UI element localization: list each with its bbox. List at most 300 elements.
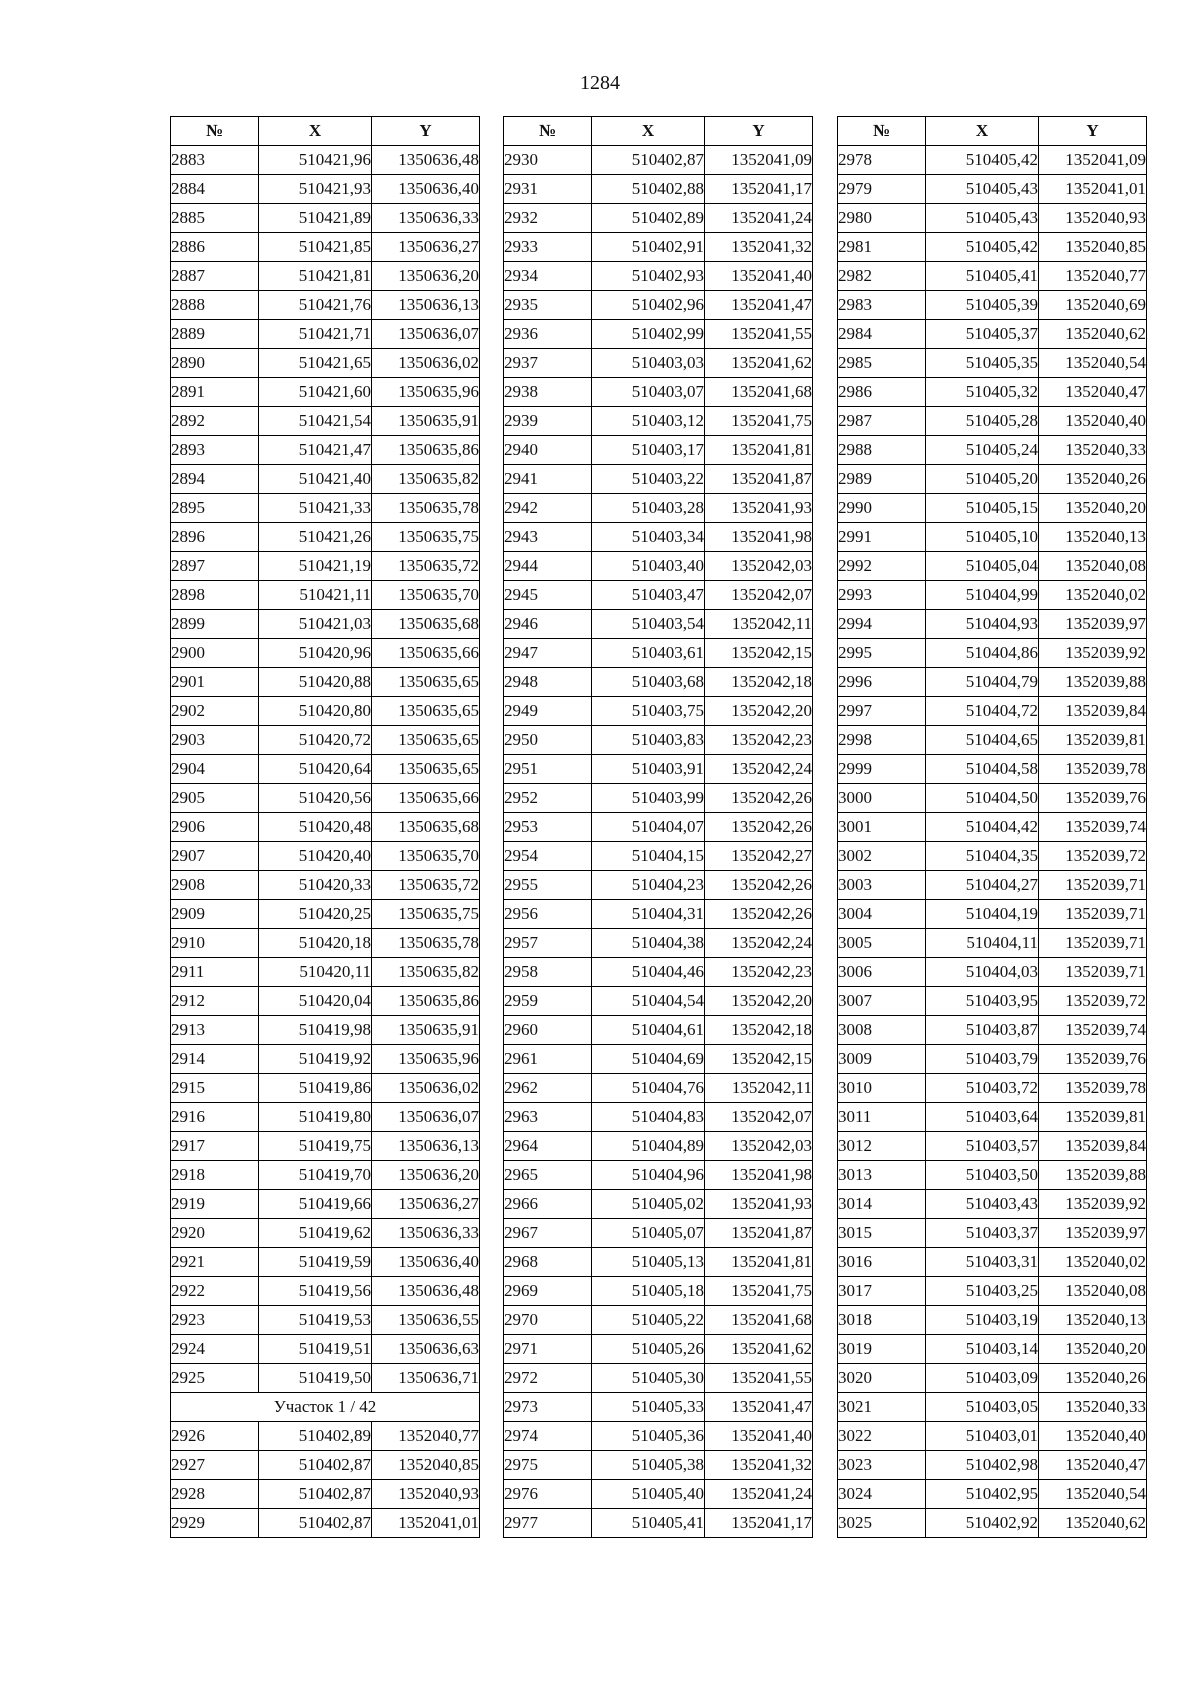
point-number: 2990: [838, 494, 926, 523]
table-row: [838, 639, 1147, 668]
x-coordinate: 510420,56: [259, 784, 372, 813]
y-coordinate: 1350635,86: [372, 436, 480, 465]
point-number: 2884: [171, 175, 259, 204]
y-coordinate: 1352039,76: [1039, 784, 1147, 813]
point-number: 2992: [838, 552, 926, 581]
table-row: [171, 349, 480, 378]
x-coordinate: 510419,75: [259, 1132, 372, 1161]
table-row: [171, 1074, 480, 1103]
x-coordinate: 510404,79: [926, 668, 1039, 697]
x-coordinate: 510420,80: [259, 697, 372, 726]
point-number: 3002: [838, 842, 926, 871]
y-coordinate: 1352042,26: [705, 871, 813, 900]
x-coordinate: 510405,39: [926, 291, 1039, 320]
point-number: 2956: [504, 900, 592, 929]
y-coordinate: 1350636,40: [372, 1248, 480, 1277]
x-coordinate: 510405,24: [926, 436, 1039, 465]
y-coordinate: 1350636,02: [372, 349, 480, 378]
table-row: [838, 1103, 1147, 1132]
coordinate-table-2: [503, 116, 813, 1538]
header-y: Y: [705, 117, 813, 146]
y-coordinate: 1352039,71: [1039, 871, 1147, 900]
table-row: [838, 842, 1147, 871]
point-number: 2948: [504, 668, 592, 697]
y-coordinate: 1350636,02: [372, 1074, 480, 1103]
table-row: [838, 1364, 1147, 1393]
table-row: [838, 320, 1147, 349]
table-row: [838, 1016, 1147, 1045]
x-coordinate: 510421,93: [259, 175, 372, 204]
point-number: 3018: [838, 1306, 926, 1335]
table-row: [838, 465, 1147, 494]
y-coordinate: 1352040,40: [1039, 407, 1147, 436]
table-row: [171, 1509, 480, 1538]
table-row: [838, 1509, 1147, 1538]
y-coordinate: 1352040,54: [1039, 349, 1147, 378]
x-coordinate: 510403,83: [592, 726, 705, 755]
table-row: [171, 1248, 480, 1277]
y-coordinate: 1350635,66: [372, 639, 480, 668]
point-number: 2919: [171, 1190, 259, 1219]
table-row: [504, 320, 813, 349]
x-coordinate: 510402,95: [926, 1480, 1039, 1509]
x-coordinate: 510405,36: [592, 1422, 705, 1451]
x-coordinate: 510405,42: [926, 146, 1039, 175]
point-number: 3013: [838, 1161, 926, 1190]
point-number: 2896: [171, 523, 259, 552]
x-coordinate: 510421,76: [259, 291, 372, 320]
point-number: 2973: [504, 1393, 592, 1422]
table-row: [171, 958, 480, 987]
y-coordinate: 1352039,84: [1039, 1132, 1147, 1161]
table-row: [171, 1132, 480, 1161]
table-row: [171, 204, 480, 233]
point-number: 2946: [504, 610, 592, 639]
x-coordinate: 510404,83: [592, 1103, 705, 1132]
point-number: 2993: [838, 581, 926, 610]
table-row: [838, 1045, 1147, 1074]
x-coordinate: 510421,81: [259, 262, 372, 291]
x-coordinate: 510404,35: [926, 842, 1039, 871]
table-row: [504, 175, 813, 204]
y-coordinate: 1352041,62: [705, 349, 813, 378]
table-row: [504, 1045, 813, 1074]
table-row: [171, 697, 480, 726]
table-row: [838, 378, 1147, 407]
y-coordinate: 1352041,01: [372, 1509, 480, 1538]
x-coordinate: 510420,40: [259, 842, 372, 871]
table-row: [838, 1161, 1147, 1190]
point-number: 2892: [171, 407, 259, 436]
point-number: 3015: [838, 1219, 926, 1248]
x-coordinate: 510404,76: [592, 1074, 705, 1103]
table-row: [504, 494, 813, 523]
point-number: 3019: [838, 1335, 926, 1364]
header-y: Y: [372, 117, 480, 146]
point-number: 2978: [838, 146, 926, 175]
point-number: 2901: [171, 668, 259, 697]
y-coordinate: 1352041,68: [705, 1306, 813, 1335]
y-coordinate: 1352041,17: [705, 1509, 813, 1538]
y-coordinate: 1352041,40: [705, 262, 813, 291]
point-number: 2989: [838, 465, 926, 494]
x-coordinate: 510403,40: [592, 552, 705, 581]
x-coordinate: 510403,50: [926, 1161, 1039, 1190]
table-row: [504, 784, 813, 813]
table-row: [171, 784, 480, 813]
point-number: 2974: [504, 1422, 592, 1451]
y-coordinate: 1352040,47: [1039, 378, 1147, 407]
x-coordinate: 510405,40: [592, 1480, 705, 1509]
y-coordinate: 1350636,55: [372, 1306, 480, 1335]
table-row: [838, 610, 1147, 639]
table-row: [838, 1451, 1147, 1480]
point-number: 3005: [838, 929, 926, 958]
table-row: [171, 1016, 480, 1045]
table-row: [171, 552, 480, 581]
x-coordinate: 510403,47: [592, 581, 705, 610]
point-number: 2997: [838, 697, 926, 726]
x-coordinate: 510421,60: [259, 378, 372, 407]
table-row: [171, 871, 480, 900]
point-number: 2949: [504, 697, 592, 726]
x-coordinate: 510421,03: [259, 610, 372, 639]
x-coordinate: 510404,38: [592, 929, 705, 958]
point-number: 2931: [504, 175, 592, 204]
y-coordinate: 1352039,81: [1039, 726, 1147, 755]
x-coordinate: 510403,79: [926, 1045, 1039, 1074]
point-number: 3014: [838, 1190, 926, 1219]
table-row: [171, 436, 480, 465]
x-coordinate: 510420,88: [259, 668, 372, 697]
y-coordinate: 1350635,68: [372, 813, 480, 842]
table-row: [504, 842, 813, 871]
point-number: 2995: [838, 639, 926, 668]
x-coordinate: 510403,17: [592, 436, 705, 465]
y-coordinate: 1352040,62: [1039, 1509, 1147, 1538]
y-coordinate: 1352039,97: [1039, 610, 1147, 639]
y-coordinate: 1350636,20: [372, 262, 480, 291]
x-coordinate: 510402,96: [592, 291, 705, 320]
y-coordinate: 1350636,48: [372, 1277, 480, 1306]
point-number: 2906: [171, 813, 259, 842]
coordinate-table-1: [170, 116, 480, 1538]
y-coordinate: 1352040,85: [1039, 233, 1147, 262]
x-coordinate: 510404,99: [926, 581, 1039, 610]
y-coordinate: 1352039,71: [1039, 958, 1147, 987]
x-coordinate: 510404,61: [592, 1016, 705, 1045]
y-coordinate: 1352040,26: [1039, 1364, 1147, 1393]
x-coordinate: 510419,98: [259, 1016, 372, 1045]
x-coordinate: 510421,85: [259, 233, 372, 262]
table-row: [171, 146, 480, 175]
table-row: [838, 436, 1147, 465]
x-coordinate: 510405,02: [592, 1190, 705, 1219]
point-number: 2933: [504, 233, 592, 262]
table-row: [504, 1190, 813, 1219]
x-coordinate: 510402,99: [592, 320, 705, 349]
point-number: 2951: [504, 755, 592, 784]
table-row: [838, 291, 1147, 320]
x-coordinate: 510421,11: [259, 581, 372, 610]
y-coordinate: 1352039,74: [1039, 1016, 1147, 1045]
y-coordinate: 1350636,13: [372, 1132, 480, 1161]
table-row: [171, 755, 480, 784]
y-coordinate: 1352041,01: [1039, 175, 1147, 204]
point-number: 2961: [504, 1045, 592, 1074]
table-row: [838, 262, 1147, 291]
y-coordinate: 1352042,26: [705, 784, 813, 813]
page-number: 1284: [580, 72, 620, 94]
x-coordinate: 510404,15: [592, 842, 705, 871]
header-num: №: [838, 117, 926, 146]
point-number: 2975: [504, 1451, 592, 1480]
point-number: 2911: [171, 958, 259, 987]
x-coordinate: 510420,04: [259, 987, 372, 1016]
point-number: 2893: [171, 436, 259, 465]
y-coordinate: 1352042,27: [705, 842, 813, 871]
x-coordinate: 510403,68: [592, 668, 705, 697]
x-coordinate: 510403,22: [592, 465, 705, 494]
y-coordinate: 1352041,24: [705, 204, 813, 233]
point-number: 2944: [504, 552, 592, 581]
point-number: 3021: [838, 1393, 926, 1422]
table-row: [838, 349, 1147, 378]
table-row: [504, 697, 813, 726]
x-coordinate: 510419,92: [259, 1045, 372, 1074]
y-coordinate: 1352039,84: [1039, 697, 1147, 726]
y-coordinate: 1352041,81: [705, 1248, 813, 1277]
table-row: [504, 436, 813, 465]
x-coordinate: 510403,61: [592, 639, 705, 668]
point-number: 3020: [838, 1364, 926, 1393]
x-coordinate: 510402,87: [259, 1451, 372, 1480]
point-number: 2930: [504, 146, 592, 175]
y-coordinate: 1352040,08: [1039, 552, 1147, 581]
table-row: [171, 987, 480, 1016]
point-number: 2927: [171, 1451, 259, 1480]
point-number: 2920: [171, 1219, 259, 1248]
point-number: 2959: [504, 987, 592, 1016]
table-row: [504, 204, 813, 233]
x-coordinate: 510421,40: [259, 465, 372, 494]
x-coordinate: 510405,41: [926, 262, 1039, 291]
y-coordinate: 1350635,70: [372, 842, 480, 871]
point-number: 2952: [504, 784, 592, 813]
x-coordinate: 510404,93: [926, 610, 1039, 639]
x-coordinate: 510405,28: [926, 407, 1039, 436]
point-number: 2999: [838, 755, 926, 784]
x-coordinate: 510405,18: [592, 1277, 705, 1306]
point-number: 2904: [171, 755, 259, 784]
x-coordinate: 510403,64: [926, 1103, 1039, 1132]
table-row: [504, 755, 813, 784]
x-coordinate: 510405,43: [926, 204, 1039, 233]
point-number: 2954: [504, 842, 592, 871]
point-number: 2912: [171, 987, 259, 1016]
x-coordinate: 510402,87: [259, 1509, 372, 1538]
y-coordinate: 1352042,18: [705, 668, 813, 697]
x-coordinate: 510419,66: [259, 1190, 372, 1219]
y-coordinate: 1352041,09: [705, 146, 813, 175]
y-coordinate: 1352040,62: [1039, 320, 1147, 349]
point-number: 2916: [171, 1103, 259, 1132]
table-header-row: [504, 117, 813, 146]
point-number: 2886: [171, 233, 259, 262]
table-row: [504, 871, 813, 900]
table-row: [838, 784, 1147, 813]
table-row: [838, 1190, 1147, 1219]
point-number: 2903: [171, 726, 259, 755]
x-coordinate: 510404,46: [592, 958, 705, 987]
y-coordinate: 1352041,62: [705, 1335, 813, 1364]
x-coordinate: 510403,43: [926, 1190, 1039, 1219]
point-number: 2913: [171, 1016, 259, 1045]
table-row: [504, 378, 813, 407]
header-y: Y: [1039, 117, 1147, 146]
x-coordinate: 510403,34: [592, 523, 705, 552]
table-row: [838, 552, 1147, 581]
point-number: 2925: [171, 1364, 259, 1393]
table-row: [504, 407, 813, 436]
table-row: [171, 465, 480, 494]
header-x: X: [259, 117, 372, 146]
y-coordinate: 1352039,92: [1039, 1190, 1147, 1219]
table-row: [504, 1132, 813, 1161]
y-coordinate: 1352039,72: [1039, 987, 1147, 1016]
table-row: [171, 320, 480, 349]
point-number: 2923: [171, 1306, 259, 1335]
x-coordinate: 510402,98: [926, 1451, 1039, 1480]
y-coordinate: 1350635,66: [372, 784, 480, 813]
y-coordinate: 1350635,65: [372, 726, 480, 755]
y-coordinate: 1352039,97: [1039, 1219, 1147, 1248]
table-row: [504, 1480, 813, 1509]
y-coordinate: 1350635,78: [372, 929, 480, 958]
y-coordinate: 1352039,92: [1039, 639, 1147, 668]
x-coordinate: 510405,20: [926, 465, 1039, 494]
x-coordinate: 510402,87: [259, 1480, 372, 1509]
table-row: [171, 1190, 480, 1219]
y-coordinate: 1352042,15: [705, 639, 813, 668]
table-row: [171, 1480, 480, 1509]
x-coordinate: 510402,89: [592, 204, 705, 233]
y-coordinate: 1352042,26: [705, 813, 813, 842]
y-coordinate: 1350636,27: [372, 1190, 480, 1219]
x-coordinate: 510405,07: [592, 1219, 705, 1248]
x-coordinate: 510419,86: [259, 1074, 372, 1103]
y-coordinate: 1352040,33: [1039, 1393, 1147, 1422]
point-number: 2890: [171, 349, 259, 378]
table-row: [171, 1451, 480, 1480]
point-number: 3008: [838, 1016, 926, 1045]
y-coordinate: 1350635,72: [372, 552, 480, 581]
x-coordinate: 510420,96: [259, 639, 372, 668]
y-coordinate: 1350636,33: [372, 204, 480, 233]
y-coordinate: 1352041,47: [705, 1393, 813, 1422]
point-number: 2996: [838, 668, 926, 697]
y-coordinate: 1352040,77: [372, 1422, 480, 1451]
y-coordinate: 1350636,27: [372, 233, 480, 262]
point-number: 3012: [838, 1132, 926, 1161]
y-coordinate: 1352042,20: [705, 697, 813, 726]
y-coordinate: 1352040,54: [1039, 1480, 1147, 1509]
point-number: 3001: [838, 813, 926, 842]
table-header-row: [838, 117, 1147, 146]
table-row: [504, 1248, 813, 1277]
point-number: 2883: [171, 146, 259, 175]
x-coordinate: 510405,35: [926, 349, 1039, 378]
y-coordinate: 1352041,17: [705, 175, 813, 204]
x-coordinate: 510403,54: [592, 610, 705, 639]
table-row: [171, 494, 480, 523]
point-number: 3004: [838, 900, 926, 929]
y-coordinate: 1352039,74: [1039, 813, 1147, 842]
point-number: 2988: [838, 436, 926, 465]
y-coordinate: 1352041,75: [705, 1277, 813, 1306]
table-row: [171, 900, 480, 929]
point-number: 2934: [504, 262, 592, 291]
point-number: 2918: [171, 1161, 259, 1190]
point-number: 2994: [838, 610, 926, 639]
y-coordinate: 1352042,23: [705, 958, 813, 987]
y-coordinate: 1352041,98: [705, 523, 813, 552]
table-row: [171, 726, 480, 755]
x-coordinate: 510404,72: [926, 697, 1039, 726]
point-number: 2987: [838, 407, 926, 436]
table-row: [838, 494, 1147, 523]
point-number: 2932: [504, 204, 592, 233]
y-coordinate: 1352039,88: [1039, 1161, 1147, 1190]
table-row: [838, 1219, 1147, 1248]
x-coordinate: 510421,33: [259, 494, 372, 523]
table-row: [504, 465, 813, 494]
y-coordinate: 1350635,75: [372, 523, 480, 552]
x-coordinate: 510405,42: [926, 233, 1039, 262]
table-row: [171, 233, 480, 262]
header-x: X: [926, 117, 1039, 146]
y-coordinate: 1352041,24: [705, 1480, 813, 1509]
x-coordinate: 510405,37: [926, 320, 1039, 349]
table-row: [171, 523, 480, 552]
point-number: 2947: [504, 639, 592, 668]
table-row: [504, 349, 813, 378]
x-coordinate: 510402,87: [592, 146, 705, 175]
table-row: [504, 1509, 813, 1538]
y-coordinate: 1352040,13: [1039, 523, 1147, 552]
point-number: 2887: [171, 262, 259, 291]
x-coordinate: 510404,07: [592, 813, 705, 842]
point-number: 3000: [838, 784, 926, 813]
point-number: 2968: [504, 1248, 592, 1277]
point-number: 2902: [171, 697, 259, 726]
y-coordinate: 1352040,40: [1039, 1422, 1147, 1451]
y-coordinate: 1350635,91: [372, 407, 480, 436]
x-coordinate: 510405,30: [592, 1364, 705, 1393]
y-coordinate: 1350635,75: [372, 900, 480, 929]
x-coordinate: 510404,96: [592, 1161, 705, 1190]
x-coordinate: 510403,87: [926, 1016, 1039, 1045]
point-number: 2891: [171, 378, 259, 407]
x-coordinate: 510420,72: [259, 726, 372, 755]
y-coordinate: 1352042,03: [705, 552, 813, 581]
y-coordinate: 1352042,11: [705, 610, 813, 639]
table-row: [838, 871, 1147, 900]
table-row: [171, 262, 480, 291]
y-coordinate: 1350635,72: [372, 871, 480, 900]
y-coordinate: 1352039,76: [1039, 1045, 1147, 1074]
point-number: 2950: [504, 726, 592, 755]
